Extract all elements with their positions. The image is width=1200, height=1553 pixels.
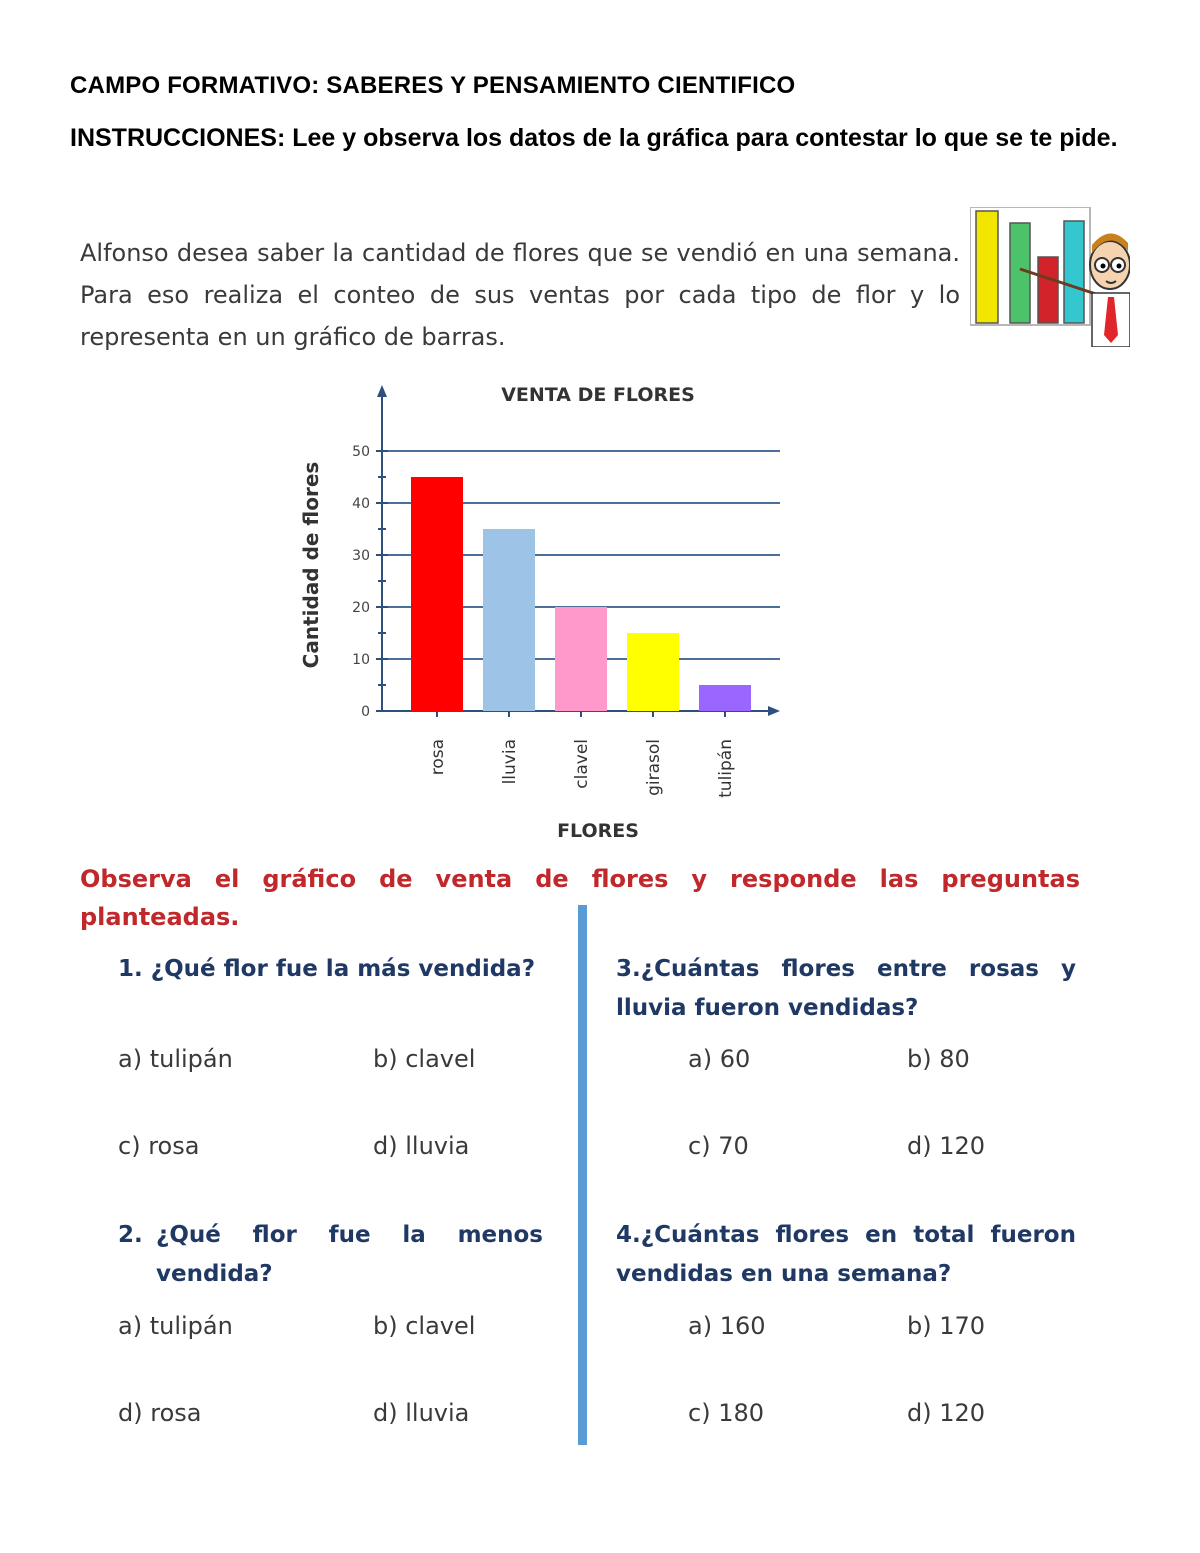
question-2-option-a[interactable]: a) tulipán (118, 1312, 233, 1340)
instructions-text: Lee y observa los datos de la gráfica para contestar lo que se te pide. (285, 124, 1118, 152)
bar-chart (290, 375, 810, 845)
question-2-number: 2. (118, 1222, 143, 1248)
question-2-option-d[interactable]: d) lluvia (373, 1399, 470, 1427)
question-2-option-c[interactable]: d) rosa (118, 1399, 202, 1427)
bar-rosa (411, 477, 463, 711)
instructions-label: INSTRUCCIONES: (70, 124, 286, 152)
x-tick-label-lluvia: lluvia (500, 739, 520, 785)
story-paragraph: Alfonso desea saber la cantidad de flores que se vendió en una semana. Para eso realiza el conteo de sus ventas por cada tipo de flor y lo representa en un gráfico de barras. (80, 239, 960, 351)
y-tick-label-0: 0 (361, 704, 370, 720)
y-tick-label-20: 20 (352, 600, 370, 616)
question-1-option-c[interactable]: c) rosa (118, 1132, 200, 1160)
question-3-option-b[interactable]: b) 80 (907, 1045, 970, 1073)
x-axis-arrow (768, 706, 780, 716)
column-divider (578, 905, 587, 1445)
question-3-option-d[interactable]: d) 120 (907, 1132, 986, 1160)
y-tick-label-30: 30 (352, 548, 370, 564)
question-1-option-d[interactable]: d) lluvia (373, 1132, 470, 1160)
y-tick-label-10: 10 (352, 652, 370, 668)
x-axis-label: FLORES (557, 820, 639, 842)
question-2-line2: vendida? (156, 1261, 273, 1287)
question-3: 3.¿Cuántas flores entre rosas y lluvia fueron vendidas? (616, 956, 1076, 1021)
bar-clavel (555, 607, 607, 711)
bar-chart-teacher-icon (970, 207, 1130, 347)
y-tick-label-50: 50 (352, 444, 370, 460)
x-tick-label-tulipán: tulipán (716, 739, 736, 798)
question-4-option-b[interactable]: b) 170 (907, 1312, 986, 1340)
question-2-line1: ¿Qué flor fue la menos (156, 1222, 543, 1248)
chart-title: VENTA DE FLORES (501, 384, 695, 406)
question-1-option-b[interactable]: b) clavel (373, 1045, 476, 1073)
x-tick-label-girasol: girasol (644, 739, 664, 796)
question-2-option-b[interactable]: b) clavel (373, 1312, 476, 1340)
question-4-option-c[interactable]: c) 180 (688, 1399, 764, 1427)
question-4: 4.¿Cuántas flores en total fueron vendidas en una semana? (616, 1222, 1076, 1287)
y-axis-arrow (377, 385, 387, 397)
question-2 (118, 1216, 543, 1294)
y-tick-label-40: 40 (352, 496, 370, 512)
question-1: 1. ¿Qué flor fue la más vendida? (118, 956, 536, 982)
bar-lluvia (483, 529, 535, 711)
bar-girasol (627, 633, 679, 711)
x-tick-label-rosa: rosa (428, 739, 448, 776)
question-3-option-a[interactable]: a) 60 (688, 1045, 751, 1073)
question-1-option-a[interactable]: a) tulipán (118, 1045, 233, 1073)
observe-instruction: Observa el gráfico de venta de flores y responde las preguntas planteadas. (80, 865, 1080, 931)
campo-formativo-heading: CAMPO FORMATIVO: SABERES Y PENSAMIENTO CIENTIFICO (70, 72, 796, 99)
question-4-option-d[interactable]: d) 120 (907, 1399, 986, 1427)
question-3-option-c[interactable]: c) 70 (688, 1132, 749, 1160)
bar-tulipán (699, 685, 751, 711)
question-4-option-a[interactable]: a) 160 (688, 1312, 766, 1340)
y-axis-label: Cantidad de flores (299, 461, 323, 669)
instructions (70, 120, 1130, 156)
x-tick-label-clavel: clavel (572, 739, 592, 789)
